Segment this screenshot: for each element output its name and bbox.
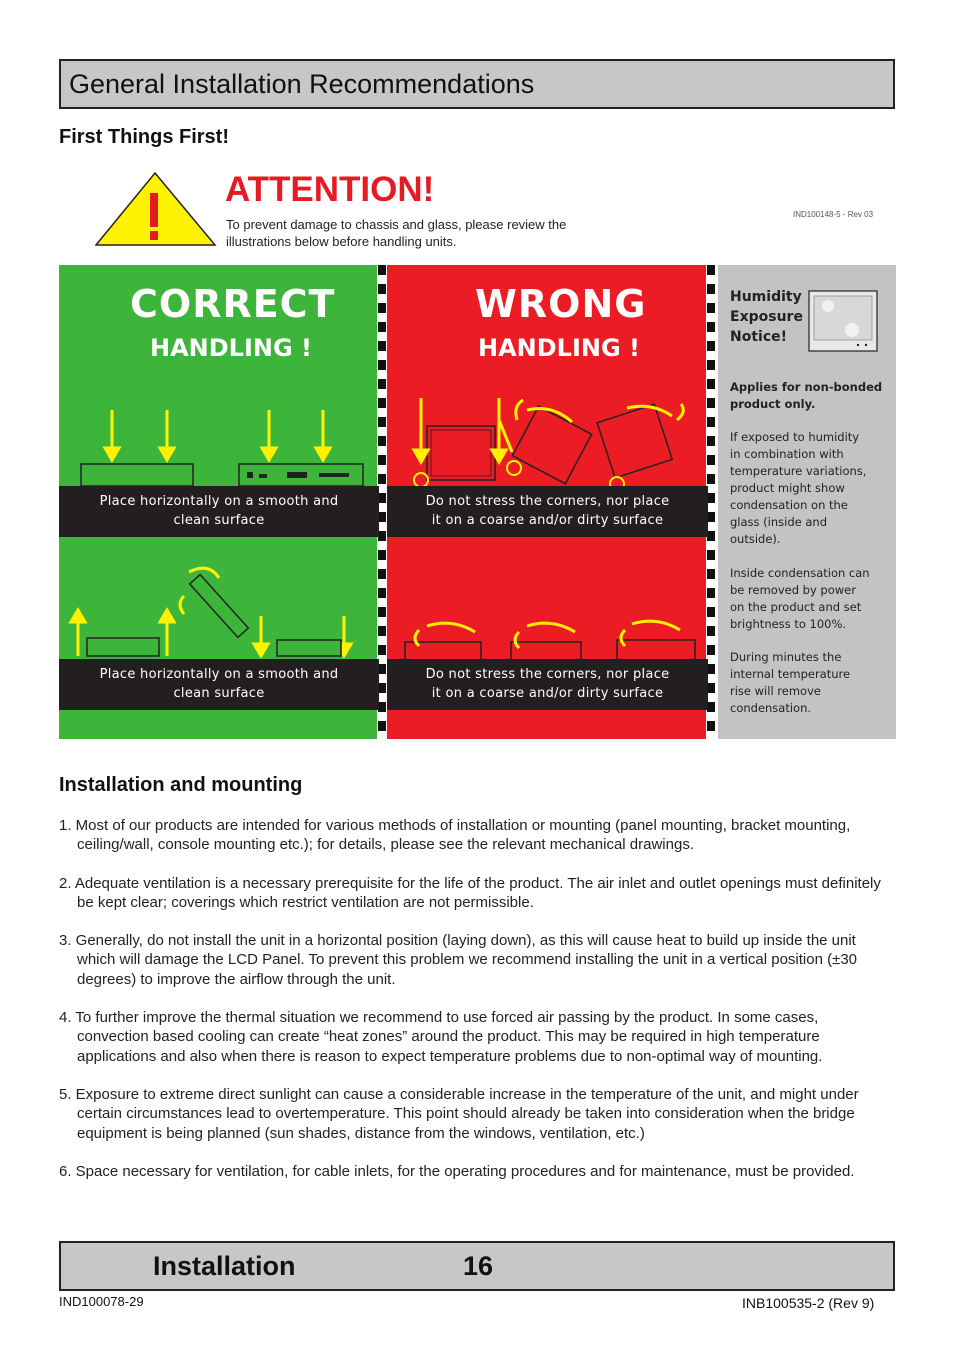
page-number: 16: [463, 1251, 494, 1281]
page-header: [59, 59, 895, 109]
monitor-icon: [808, 290, 878, 352]
warning-icon: [95, 171, 217, 247]
footer-left-code: IND100078-29: [59, 1294, 144, 1309]
correct-placement-illustration: [59, 400, 379, 488]
caption-correct-top: Place horizontally on a smooth and clean surface: [59, 486, 379, 537]
attention-text: To prevent damage to chassis and glass, please review the illustrations below before handling units.: [226, 217, 567, 249]
wrong-corner-illustration: [387, 390, 708, 488]
humidity-paragraph-1: If exposed to humidity in combination with temperature variations, product might show condensation on the glass (inside and outside).: [730, 430, 867, 546]
humidity-title: Humidity Exposure Notice!: [730, 289, 803, 345]
caption-wrong-top: Do not stress the corners, nor place it on a coarse and/or dirty surface: [387, 486, 708, 537]
correct-subtitle: HANDLING !: [150, 334, 312, 362]
section-heading-first-things: First Things First!: [59, 126, 229, 148]
page-footer: [59, 1241, 895, 1291]
footer-right-code: INB100535-2 (Rev 9): [742, 1295, 875, 1311]
humidity-paragraph-3: During minutes the internal temperature rise will remove condensation.: [730, 650, 851, 715]
list-item: 4. To further improve the thermal situation we recommend to use forced air passing by the product. In some cases, convection based cooling can create “heat zones” around the product. This may be required in high temperature applications and also when there is reason to expect temperature problems due to non-optimal way of mounting.: [59, 1009, 823, 1065]
list-item: 2. Adequate ventilation is a necessary prerequisite for the life of the product. The air inlet and outlet openings must definitely be kept clear; coverings which restrict ventilation are not permissible.: [59, 874, 881, 911]
doc-reference: IND100148-5 - Rev 03: [793, 210, 874, 219]
wrong-stress-illustration: [387, 610, 708, 660]
page-title: General Installation Recommendations: [69, 69, 535, 99]
footer-section-title: Installation: [153, 1251, 296, 1281]
caption-correct-bottom: Place horizontally on a smooth and clean surface: [59, 659, 379, 710]
humidity-applies: Applies for non-bonded product only.: [730, 380, 883, 411]
humidity-notice-panel: [718, 265, 896, 739]
installation-list: [59, 816, 889, 1200]
attention-title: ATTENTION!: [225, 170, 435, 209]
humidity-paragraph-2: Inside condensation can be removed by power on the product and set brightness to 100%.: [730, 566, 870, 631]
section-heading-installation: Installation and mounting: [59, 774, 303, 796]
list-item: 3. Generally, do not install the unit in a horizontal position (laying down), as this will cause heat to build up inside the unit which will damage the LCD Panel. To prevent this problem we recommend installing the unit in a vertical position (±30 degrees) to improve the airflow through the unit.: [59, 932, 858, 988]
list-item: 6. Space necessary for ventilation, for cable inlets, for the operating procedures and for maintenance, must be provided.: [59, 1162, 855, 1180]
list-item: 1. Most of our products are intended for various methods of installation or mounting (panel mounting, bracket mounting, ceiling/wall, console mounting etc.); for details, please see the relevant mechanical drawings.: [59, 817, 851, 854]
wrong-title: WRONG: [475, 282, 647, 326]
caption-wrong-bottom: Do not stress the corners, nor place it on a coarse and/or dirty surface: [387, 659, 708, 710]
correct-lifting-illustration: [59, 560, 379, 658]
correct-title: CORRECT: [130, 282, 336, 326]
list-item: 5. Exposure to extreme direct sunlight can cause a considerable increase in the temperature of the unit, and might under certain circumstances lead to overtemperature. This point should already be taken into consideration when the bridge equipment is being planned (sun shades, distance from the windows, ventilation, etc.): [59, 1085, 859, 1142]
wrong-subtitle: HANDLING !: [478, 334, 640, 362]
